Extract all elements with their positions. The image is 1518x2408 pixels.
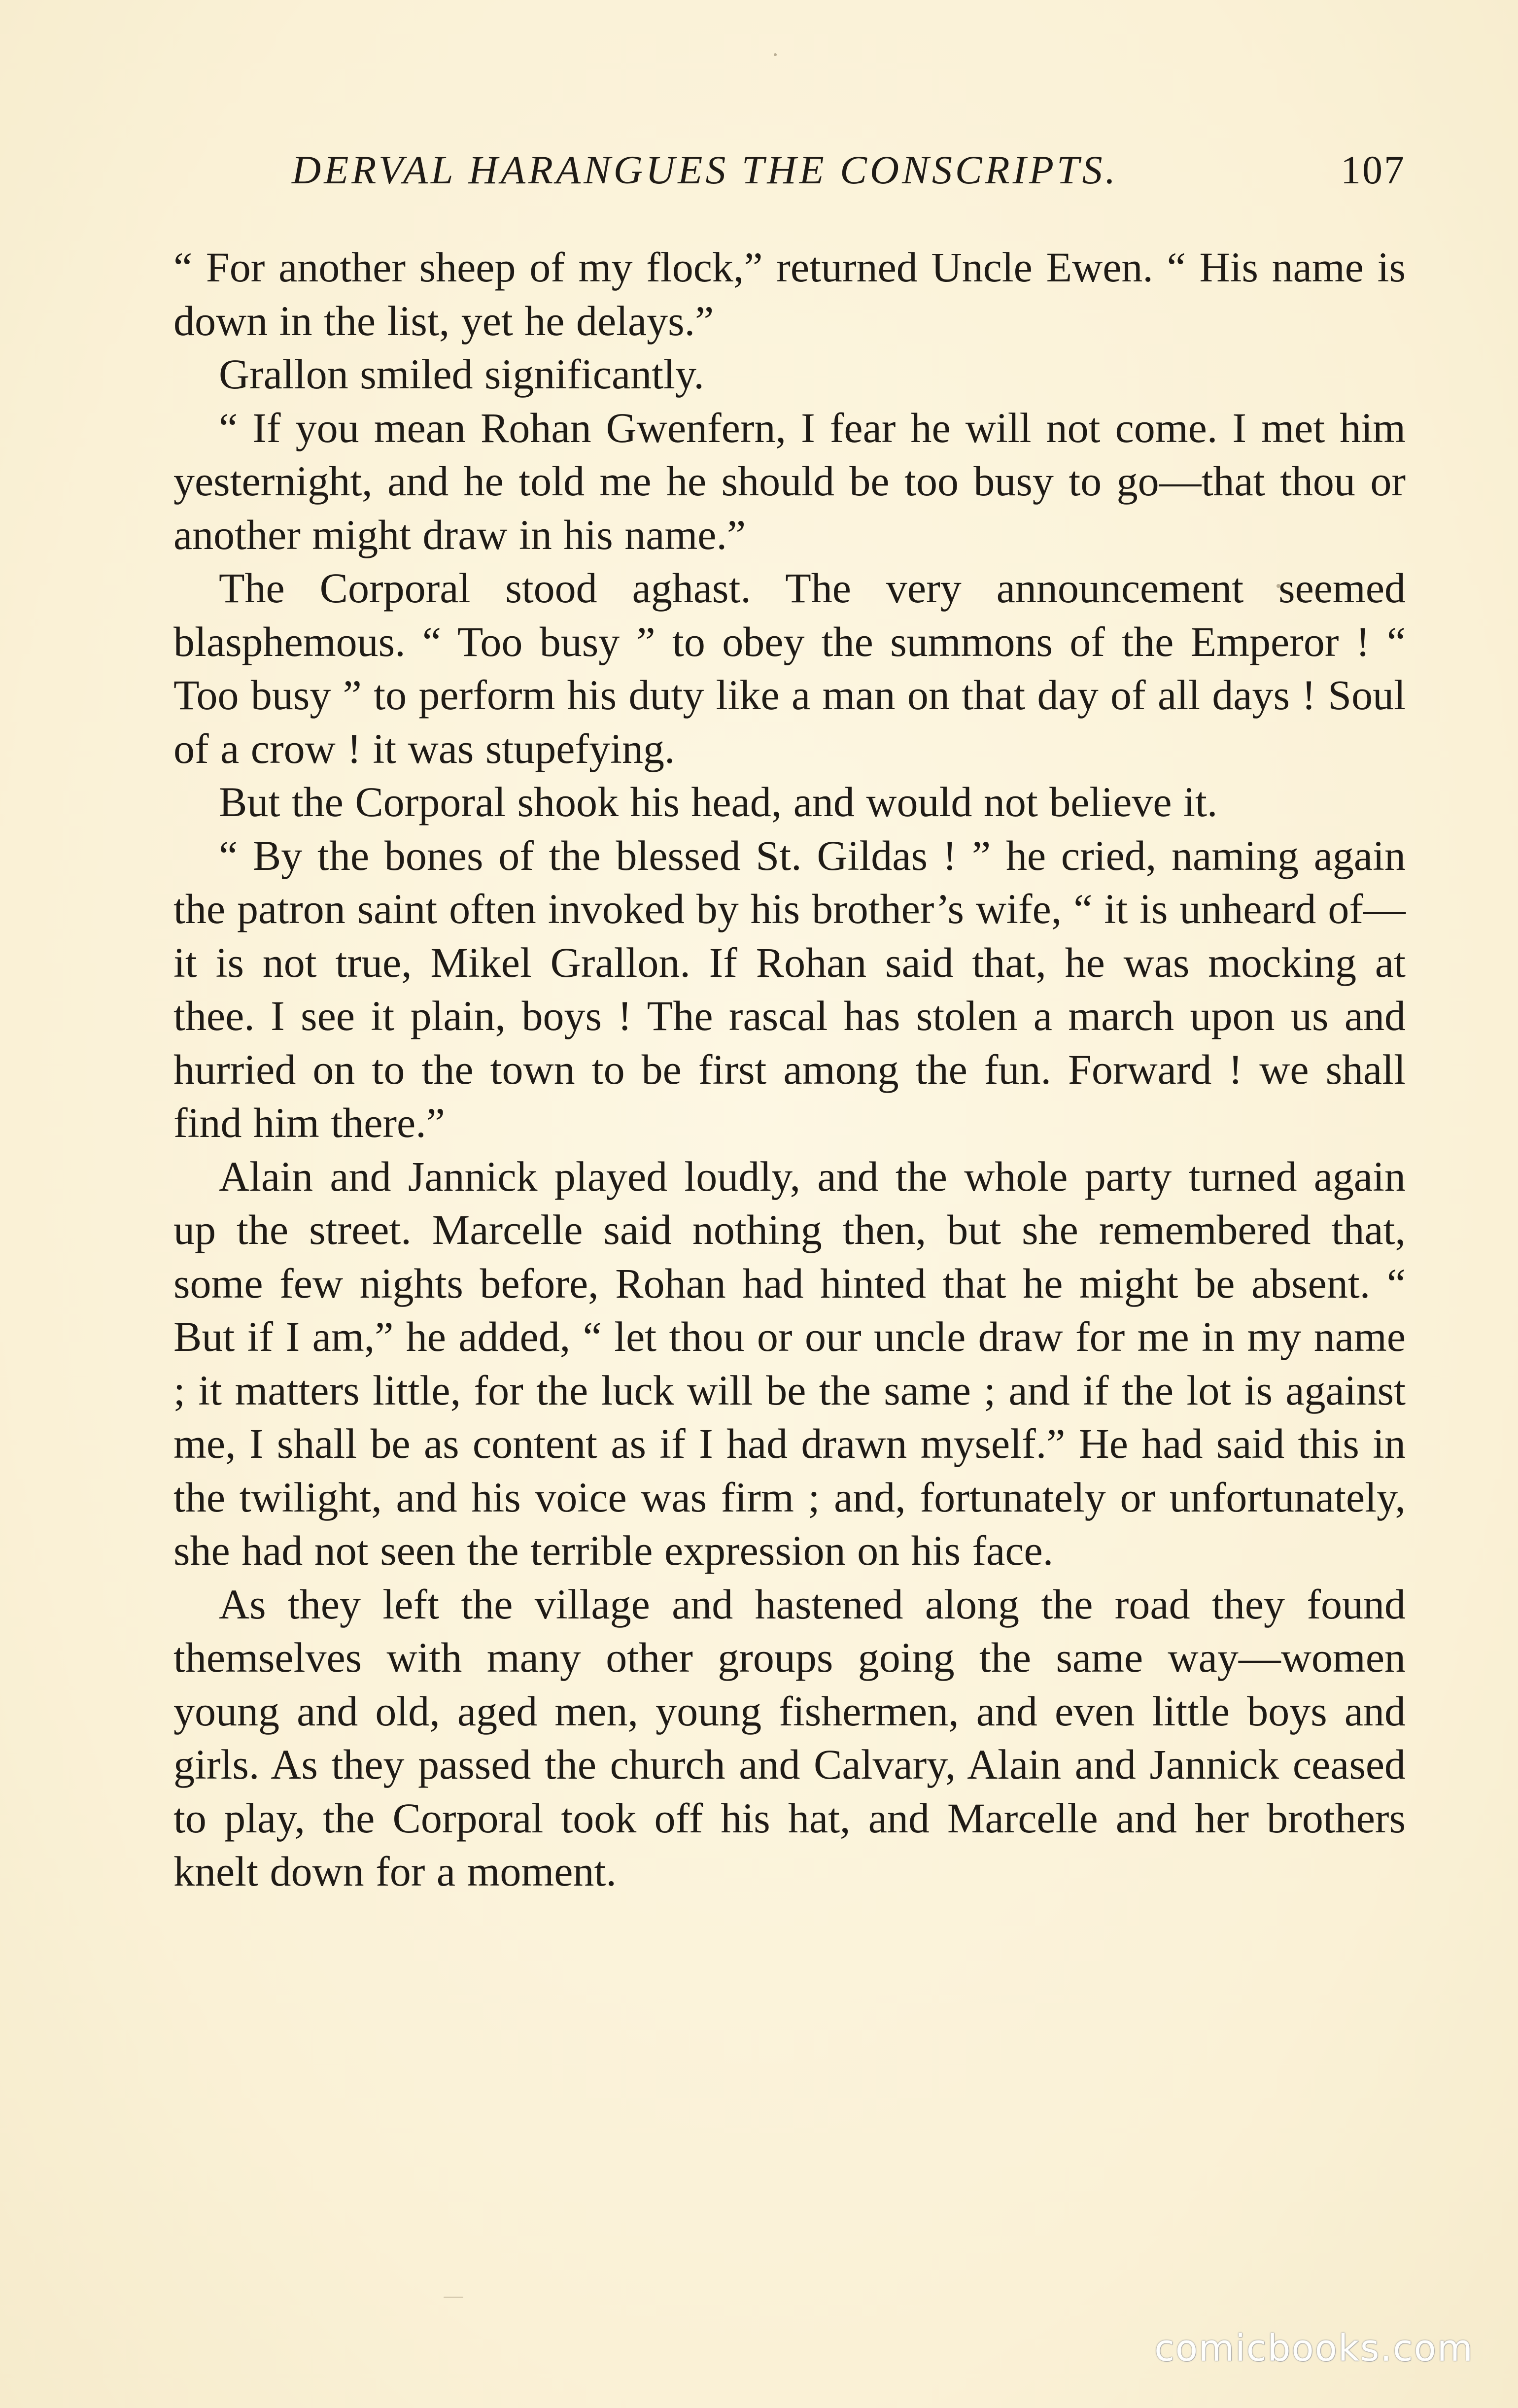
paragraph: The Corporal stood aghast. The very announcement seemed blasphemous. “ Too busy ” to obey the summons of the Emperor ! “ Too busy ” to perform his duty like a man on that day of all days ! Soul of a crow ! it was stupefying. [173,564,1406,772]
paragraph: “ If you mean Rohan Gwenfern, I fear he will not come. I met him yesternight, and he told me he should be too busy to go—that thou or another might draw in his name.” [173,404,1406,558]
paragraph: Alain and Jannick played loudly, and the whole party turned again up the street. Marcelle said nothing then, but she remembered that, some few nights before, Rohan had hinted that he might be absent. “ But if I am,” he added, “ let thou or our uncle draw for me in my name ; it matters little, for the luck will be the same ; and if the lot is against me, I shall be as content as if I had drawn myself.” He had said this in the twilight, and his voice was firm ; and, fortunately or unfortunately, she had not seen the terrible expression on his face. [173,1152,1406,1574]
watermark-logo: comicbooks.com [1154,2327,1474,2370]
paper-speck [1276,584,1280,588]
running-head [292,147,1406,201]
paragraph: As they left the village and hastened along the road they found themselves with many other groups going the same way—women young and old, aged men, young fishermen, and even little boys and girls. As they passed the church and Calvary, Alain and Jannick ceased to play, the Corporal took off his hat, and Marcelle and her brothers knelt down for a moment. [173,1580,1406,1895]
page-number: 107 [1341,147,1406,192]
paper-speck [774,53,777,56]
body-text [173,241,1406,1898]
paragraph: Grallon smiled significantly. [219,350,704,398]
paragraph: “ By the bones of the blessed St. Gildas ! ” he cried, naming again the patron saint often invoked by his brother’s wife, “ it is unheard of—it is not true, Mikel Grallon. If Rohan said that, he was mocking at thee. I see it plain, boys ! The rascal has stolen a march upon us and hurried on to the town to be first among the fun. Forward ! we shall find him there.” [173,831,1406,1146]
paragraph: But the Corporal shook his head, and would not believe it. [219,778,1218,826]
paragraph: “ For another sheep of my flock,” returned Uncle Ewen. “ His name is down in the list, yet he delays.” [173,243,1406,344]
paper-speck [444,2297,463,2298]
running-title: DERVAL HARANGUES THE CONSCRIPTS. [292,147,1119,192]
